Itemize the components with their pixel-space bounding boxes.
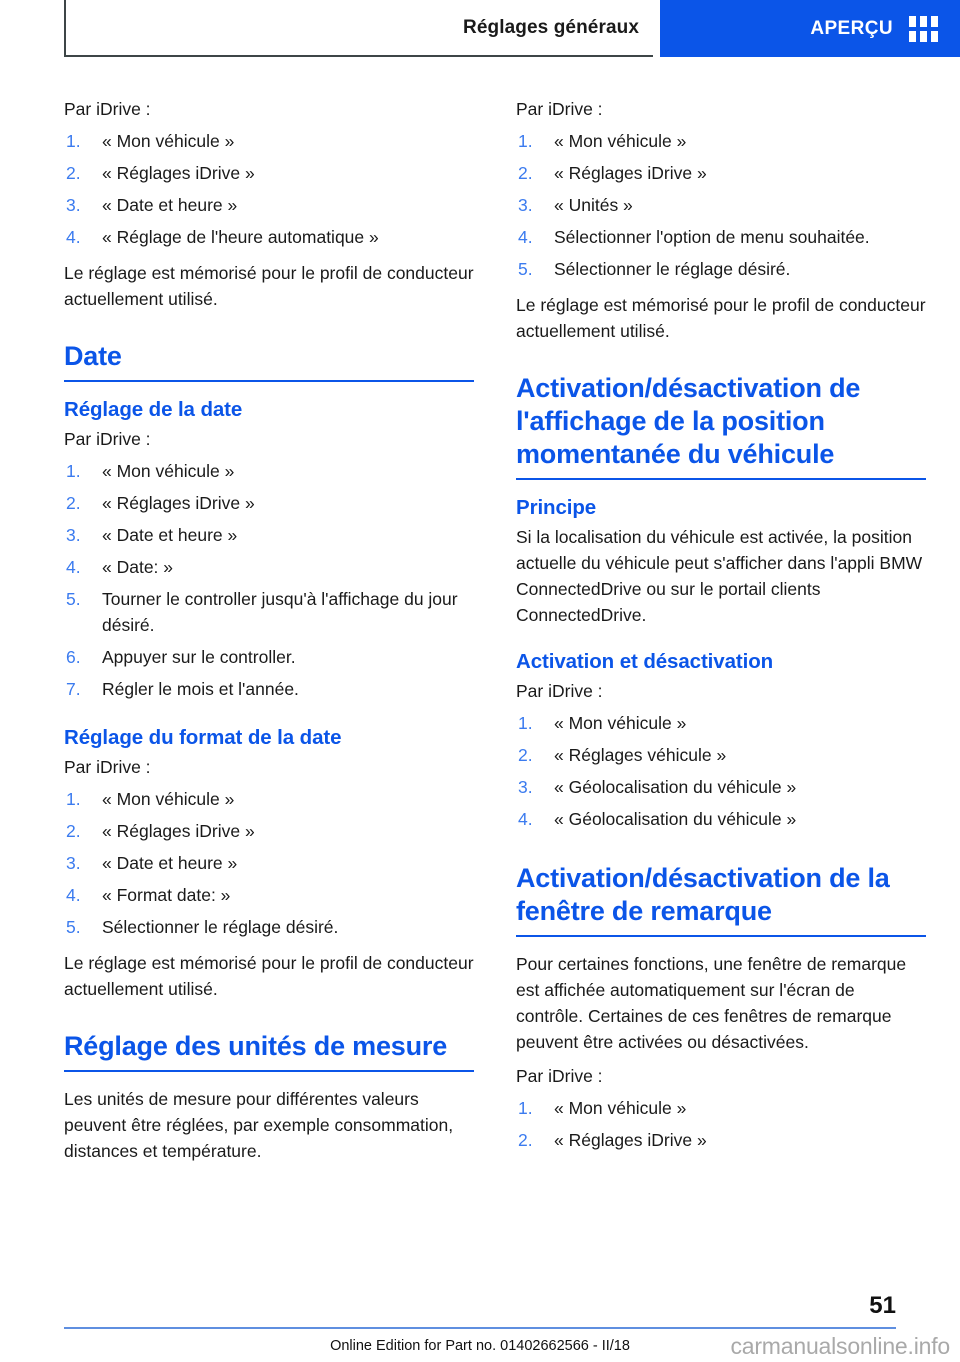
list-item [516, 160, 926, 186]
list-item [64, 554, 474, 580]
list-number: 1. [66, 131, 81, 151]
list-text: « Date et heure » [102, 853, 238, 873]
fenetre-step-list [516, 1095, 926, 1153]
list-item [64, 786, 474, 812]
list-item [64, 818, 474, 844]
list-text: « Mon véhicule » [554, 1098, 687, 1118]
list-number: 5. [66, 589, 81, 609]
overview-tab-label: APERÇU [810, 17, 893, 39]
list-item [516, 256, 926, 282]
subsection-title-format-date: Réglage du format de la date [64, 726, 342, 749]
list-text: « Mon véhicule » [554, 713, 687, 733]
section-title-position: Activation/désactivation de l'affichage de la position momentanée du véhicule [516, 372, 926, 480]
list-text: « Mon véhicule » [102, 461, 235, 481]
list-item [516, 1095, 926, 1121]
right-intro-lead: Par iDrive : [516, 99, 603, 119]
page-footer [0, 1272, 960, 1362]
list-text: « Date: » [102, 557, 174, 577]
list-item [516, 128, 926, 154]
list-number: 4. [518, 809, 533, 829]
list-text: « Format date: » [102, 885, 231, 905]
list-item [64, 192, 474, 218]
list-text: « Réglages iDrive » [102, 163, 255, 183]
list-number: 1. [66, 461, 81, 481]
format-date-lead: Par iDrive : [64, 757, 151, 777]
list-number: 4. [66, 885, 81, 905]
list-text: « Mon véhicule » [102, 131, 235, 151]
subsection-title-activation: Activation et désactivation [516, 650, 774, 673]
list-text: « Mon véhicule » [102, 789, 235, 809]
list-item [64, 586, 474, 638]
list-item [64, 914, 474, 940]
reglage-date-lead: Par iDrive : [64, 429, 151, 449]
list-number: 6. [66, 647, 81, 667]
list-number: 7. [66, 679, 81, 699]
list-number: 4. [66, 227, 81, 247]
list-text: « Date et heure » [102, 525, 238, 545]
list-number: 5. [518, 259, 533, 279]
list-item [64, 522, 474, 548]
list-text: « Réglages iDrive » [102, 493, 255, 513]
list-item [64, 458, 474, 484]
fenetre-lead: Par iDrive : [516, 1066, 603, 1086]
principe-body: Si la localisation du véhicule est activée, la position actuelle du véhicule peut s'afficher dans l'appli BMW ConnectedDrive ou sur le portail clients ConnectedDrive. [516, 527, 923, 625]
list-item [516, 224, 926, 250]
list-text: Sélectionner le réglage désiré. [554, 259, 791, 279]
list-text: « Réglages iDrive » [102, 821, 255, 841]
intro-lead: Par iDrive : [64, 99, 151, 119]
activation-step-list [516, 710, 926, 832]
list-number: 3. [66, 853, 81, 873]
list-text: Sélectionner l'option de menu souhaitée. [554, 227, 870, 247]
list-number: 3. [66, 195, 81, 215]
list-text: « Date et heure » [102, 195, 238, 215]
section-title-date: Date [64, 340, 474, 382]
list-item [516, 806, 926, 832]
fenetre-body: Pour certaines fonctions, une fenêtre de remarque est affichée automatiquement sur l'écran de contrôle. Certaines de ces fenêtres de remarque peuvent être activées ou désactivées. [516, 954, 907, 1052]
page-number: 51 [869, 1292, 896, 1319]
format-date-step-list [64, 786, 474, 940]
list-text: « Réglage de l'heure automatique » [102, 227, 379, 247]
list-item [516, 192, 926, 218]
list-text: Régler le mois et l'année. [102, 679, 299, 699]
list-number: 1. [518, 1098, 533, 1118]
section-title-fenetre: Activation/désactivation de la fenêtre de remarque [516, 862, 926, 937]
intro-step-list [64, 128, 474, 250]
unites-body: Les unités de mesure pour différentes valeurs peuvent être réglées, par exemple consommation, distances et température. [64, 1089, 454, 1161]
list-number: 2. [66, 163, 81, 183]
left-column [64, 96, 474, 1172]
list-number: 2. [518, 745, 533, 765]
list-number: 3. [518, 195, 533, 215]
list-number: 1. [518, 713, 533, 733]
list-item [64, 882, 474, 908]
reglage-date-step-list [64, 458, 474, 702]
list-item [516, 774, 926, 800]
right-intro-note: Le réglage est mémorisé pour le profil de conducteur actuellement utilisé. [516, 295, 926, 341]
list-text: « Géolocalisation du véhicule » [554, 777, 797, 797]
list-text: Appuyer sur le controller. [102, 647, 296, 667]
list-item [64, 224, 474, 250]
list-item [516, 742, 926, 768]
footer-divider [64, 1327, 896, 1329]
activation-lead: Par iDrive : [516, 681, 603, 701]
list-item [516, 1127, 926, 1153]
list-item [64, 676, 474, 702]
list-text: « Réglages véhicule » [554, 745, 727, 765]
list-item [516, 710, 926, 736]
list-text: « Unités » [554, 195, 633, 215]
list-text: « Réglages iDrive » [554, 163, 707, 183]
site-watermark: carmanualsonline.info [730, 1333, 950, 1359]
overview-tab[interactable] [660, 0, 960, 57]
grid-icon [909, 16, 938, 42]
page-header [0, 0, 960, 62]
section-title-unites: Réglage des unités de mesure [64, 1030, 474, 1072]
list-number: 2. [66, 821, 81, 841]
list-item [64, 850, 474, 876]
list-number: 1. [66, 789, 81, 809]
list-text: « Géolocalisation du véhicule » [554, 809, 797, 829]
chapter-tab[interactable] [64, 0, 653, 57]
list-text: Tourner le controller jusqu'à l'affichage du jour désiré. [102, 589, 458, 635]
list-number: 1. [518, 131, 533, 151]
list-item [64, 160, 474, 186]
list-number: 3. [66, 525, 81, 545]
list-number: 4. [518, 227, 533, 247]
edition-info: Online Edition for Part no. 01402662566 - II/18 [330, 1338, 630, 1354]
format-date-note: Le réglage est mémorisé pour le profil de conducteur actuellement utilisé. [64, 953, 474, 999]
list-number: 2. [518, 163, 533, 183]
intro-note: Le réglage est mémorisé pour le profil de conducteur actuellement utilisé. [64, 263, 474, 309]
list-item [64, 644, 474, 670]
list-number: 2. [518, 1130, 533, 1150]
list-text: « Mon véhicule » [554, 131, 687, 151]
subsection-title-principe: Principe [516, 496, 597, 519]
subsection-title-reglage-date: Réglage de la date [64, 398, 243, 421]
list-text: « Réglages iDrive » [554, 1130, 707, 1150]
right-intro-step-list [516, 128, 926, 282]
list-number: 2. [66, 493, 81, 513]
list-text: Sélectionner le réglage désiré. [102, 917, 339, 937]
list-item [64, 490, 474, 516]
list-number: 5. [66, 917, 81, 937]
list-item [64, 128, 474, 154]
chapter-title: Réglages généraux [463, 16, 639, 38]
list-number: 4. [66, 557, 81, 577]
right-column [516, 96, 926, 1163]
list-number: 3. [518, 777, 533, 797]
